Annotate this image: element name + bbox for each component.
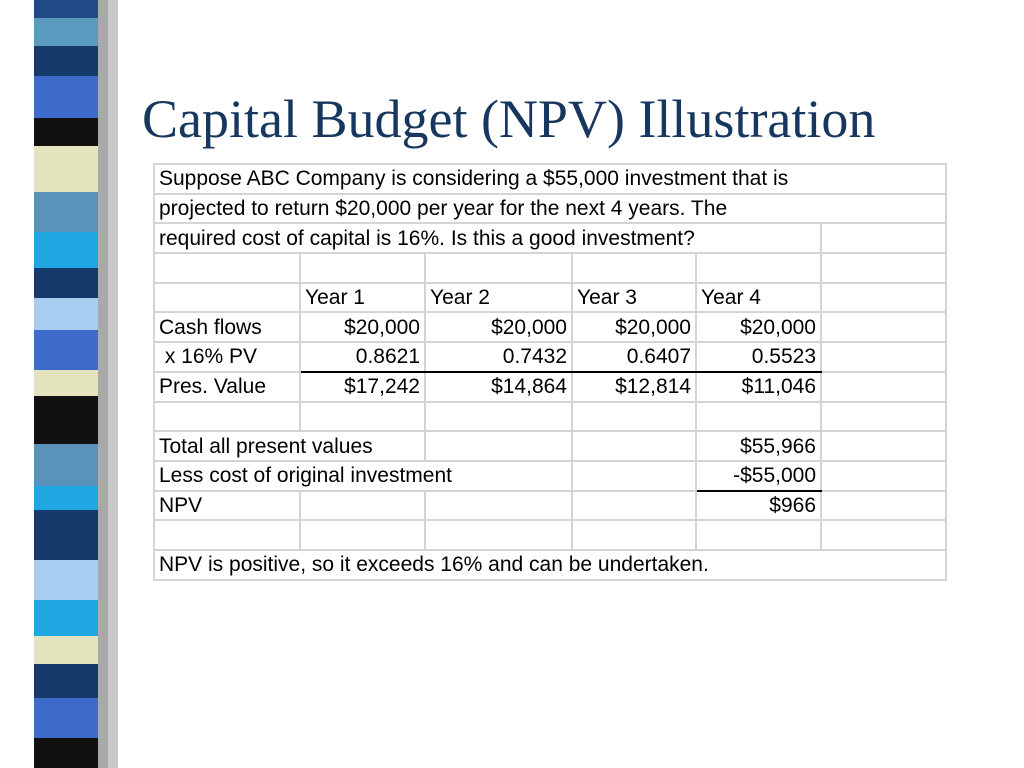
npv-value: $966	[696, 491, 821, 521]
pv-factor-value: 0.5523	[696, 342, 821, 372]
year-header: Year 2	[425, 283, 572, 313]
empty-cell	[300, 402, 425, 432]
blank-row	[154, 520, 946, 550]
stripe-blocks	[34, 0, 98, 768]
empty-cell	[572, 431, 696, 461]
stripe-shadow-inner	[98, 0, 108, 768]
empty-cell	[821, 520, 946, 550]
empty-cell	[572, 491, 696, 521]
intro-row-2	[154, 194, 946, 224]
empty-cell	[425, 431, 572, 461]
cash-flow-value: $20,000	[300, 312, 425, 342]
pv-factor-value: 0.7432	[425, 342, 572, 372]
row-label: Less cost of original investment	[154, 461, 572, 491]
present-value: $14,864	[425, 372, 572, 402]
empty-cell	[300, 491, 425, 521]
empty-cell	[425, 402, 572, 432]
empty-cell	[425, 520, 572, 550]
year-header: Year 4	[696, 283, 821, 313]
empty-cell	[425, 491, 572, 521]
row-label: x 16% PV	[154, 342, 300, 372]
present-value-row	[154, 372, 946, 402]
row-label: Cash flows	[154, 312, 300, 342]
empty-cell	[821, 461, 946, 491]
empty-cell	[696, 402, 821, 432]
empty-cell	[572, 461, 696, 491]
total-pv-row	[154, 431, 946, 461]
empty-cell	[300, 253, 425, 283]
empty-cell	[572, 520, 696, 550]
row-label: Pres. Value	[154, 372, 300, 402]
cash-flows-row	[154, 312, 946, 342]
empty-cell	[821, 342, 946, 372]
blank-row	[154, 402, 946, 432]
pv-factor-value: 0.8621	[300, 342, 425, 372]
pv-factor-row	[154, 342, 946, 372]
row-label: Total all present values	[154, 431, 425, 461]
empty-cell	[696, 520, 821, 550]
empty-cell	[821, 402, 946, 432]
intro-line-1: Suppose ABC Company is considering a $55,000 investment that is	[154, 164, 946, 194]
cash-flow-value: $20,000	[696, 312, 821, 342]
conclusion-row	[154, 550, 946, 580]
year-header: Year 3	[572, 283, 696, 313]
less-cost-value: -$55,000	[696, 461, 821, 491]
empty-cell	[572, 402, 696, 432]
empty-cell	[821, 283, 946, 313]
year-header-row	[154, 283, 946, 313]
present-value: $17,242	[300, 372, 425, 402]
cash-flow-value: $20,000	[425, 312, 572, 342]
empty-cell	[425, 253, 572, 283]
pv-factor-value: 0.6407	[572, 342, 696, 372]
empty-cell	[821, 431, 946, 461]
cash-flow-value: $20,000	[572, 312, 696, 342]
empty-cell	[696, 253, 821, 283]
empty-cell	[572, 253, 696, 283]
slide-title: Capital Budget (NPV) Illustration	[142, 89, 876, 149]
empty-cell	[821, 372, 946, 402]
empty-cell	[154, 283, 300, 313]
empty-cell	[154, 402, 300, 432]
intro-row-1	[154, 164, 946, 194]
empty-cell	[300, 520, 425, 550]
intro-line-3: required cost of capital is 16%. Is this a good investment?	[154, 223, 821, 253]
present-value: $12,814	[572, 372, 696, 402]
present-value: $11,046	[696, 372, 821, 402]
decorative-stripe-bar	[0, 0, 118, 768]
conclusion-text: NPV is positive, so it exceeds 16% and can be undertaken.	[154, 550, 946, 580]
intro-line-2: projected to return $20,000 per year for the next 4 years. The	[154, 194, 946, 224]
year-header: Year 1	[300, 283, 425, 313]
blank-row	[154, 253, 946, 283]
row-label: NPV	[154, 491, 300, 521]
empty-cell	[821, 491, 946, 521]
intro-row-3	[154, 223, 946, 253]
less-cost-row	[154, 461, 946, 491]
empty-cell	[821, 312, 946, 342]
empty-cell	[821, 253, 946, 283]
empty-cell	[821, 223, 946, 253]
npv-spreadsheet	[153, 163, 947, 581]
empty-cell	[154, 253, 300, 283]
npv-row	[154, 491, 946, 521]
empty-cell	[154, 520, 300, 550]
total-pv-value: $55,966	[696, 431, 821, 461]
